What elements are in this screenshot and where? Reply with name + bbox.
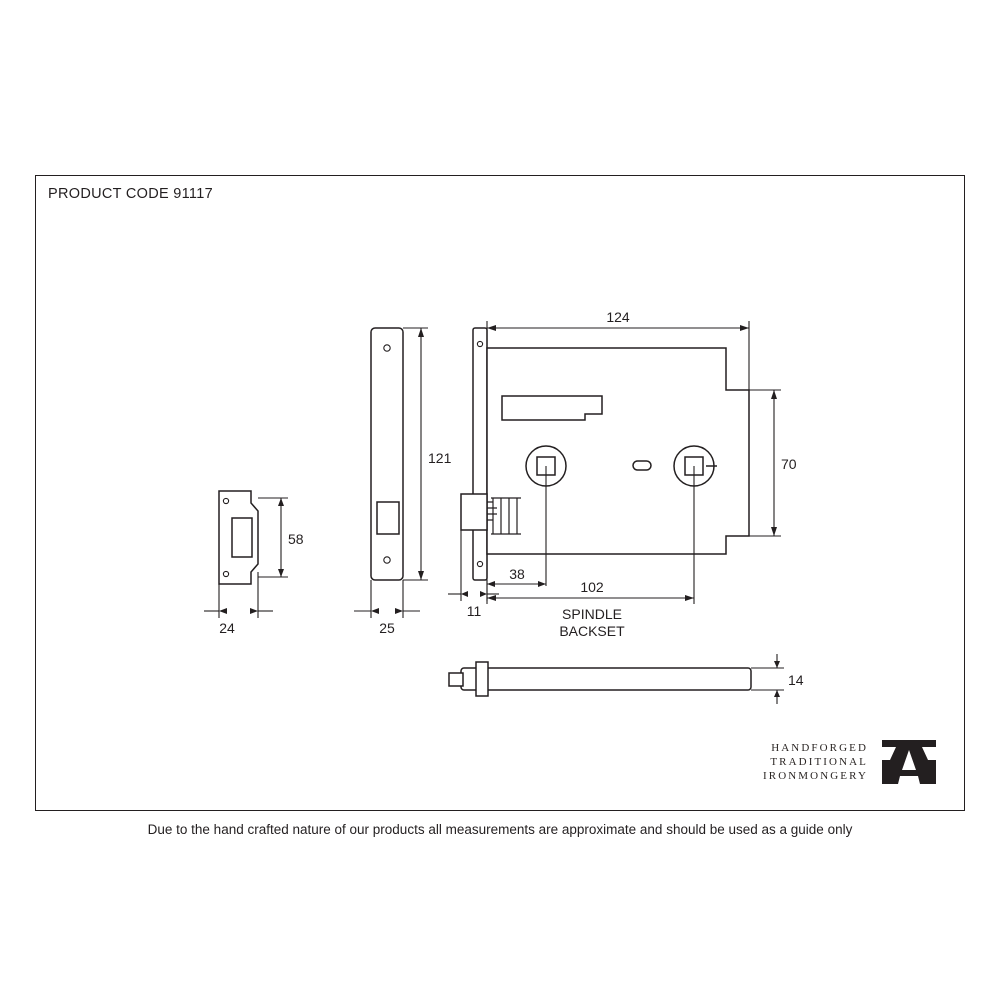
dimension-label-11: 11 (466, 603, 482, 619)
dimension-label-70: 70 (781, 456, 797, 472)
brand-logo (763, 734, 940, 790)
brand-logo-text (763, 741, 868, 783)
dimension-label-102: 102 (580, 579, 604, 595)
dimension-label-121: 121 (428, 450, 452, 466)
dimension-121 (403, 328, 452, 580)
faceplate-part (371, 328, 403, 580)
spindle-bar-part (449, 662, 751, 696)
dimension-70 (749, 390, 797, 536)
dimension-label-14: 14 (788, 672, 804, 688)
dimension-14 (751, 654, 804, 704)
dimension-label-58: 58 (288, 531, 304, 547)
brand-line-2: TRADITIONAL (770, 756, 868, 768)
drawing-sheet (35, 175, 965, 811)
dimension-label-38: 38 (509, 566, 525, 582)
dimension-label-124: 124 (606, 309, 630, 325)
spindle-backset-line1: SPINDLE (562, 606, 622, 622)
brand-line-3: IRONMONGERY (763, 770, 868, 782)
product-code-label: PRODUCT CODE 91117 (48, 186, 213, 202)
anvil-logo-mark (878, 734, 940, 790)
lock-body-part (461, 328, 749, 580)
strike-plate-part (219, 491, 258, 584)
spindle-backset-line2: BACKSET (559, 623, 625, 639)
brand-line-1: HANDFORGED (771, 742, 868, 754)
dimension-25 (354, 580, 420, 636)
technical-drawing (36, 176, 964, 810)
dimension-label-25: 25 (379, 620, 395, 636)
dimension-58 (258, 498, 304, 577)
footer-note: Due to the hand crafted nature of our products all measurements are approximate and should be used as a guide only (147, 822, 853, 837)
dimension-label-24: 24 (219, 620, 235, 636)
